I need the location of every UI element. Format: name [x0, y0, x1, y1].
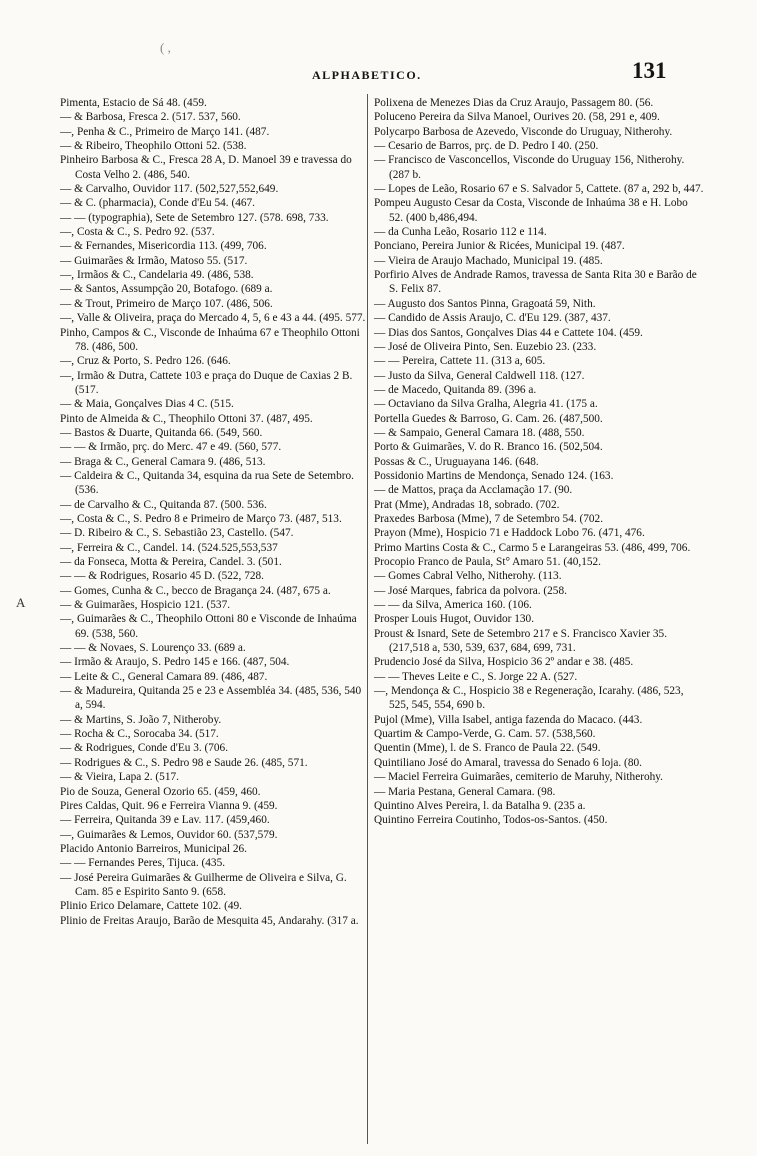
directory-entry: Pimenta, Estacio de Sá 48. (459.: [60, 97, 207, 109]
directory-entry: Pinho, Campos & C., Visconde de Inhaúma 67 e Theophilo Ottoni 78. (486, 500.: [60, 326, 360, 353]
directory-entry: Proust & Isnard, Sete de Setembro 217 e S. Francisco Xavier 35. (217,518 a, 530, 539, 637, 684, 699, 731.: [374, 627, 668, 655]
directory-entry: — Octaviano da Silva Gralha, Alegria 41. (175 a.: [374, 398, 598, 411]
directory-entry: Prosper Louis Hugot, Ouvidor 130.: [374, 613, 535, 626]
directory-entry: Polixena de Menezes Dias da Cruz Araujo, Passagem 80. (56.: [374, 97, 654, 109]
directory-entry: Placido Antonio Barreiros, Municipal 26.: [60, 842, 247, 855]
directory-entry: — — & Rodrigues, Rosario 45 D. (522, 728.: [60, 570, 264, 583]
directory-entry: — Irmão & Araujo, S. Pedro 145 e 166. (487, 504.: [60, 656, 290, 669]
directory-entry: — & Madureira, Quitanda 25 e 23 e Assembléa 34. (485, 536, 540 a, 594.: [60, 685, 362, 712]
directory-entry: — — da Silva, America 160. (106.: [374, 599, 532, 612]
directory-entry: — — Theves Leite e C., S. Jorge 22 A. (527.: [374, 670, 578, 683]
directory-entry: — & Santos, Assumpção 20, Botafogo. (689 a.: [60, 283, 273, 296]
directory-entry: Praxedes Barbosa (Mme), 7 de Setembro 54. (702.: [374, 512, 604, 525]
page-number: 131: [632, 58, 667, 83]
directory-entry: —, Irmãos & C., Candelaria 49. (486, 538.: [60, 269, 254, 282]
directory-entry: — Leite & C., General Camara 89. (486, 487.: [60, 670, 268, 683]
directory-entry: — Cesario de Barros, prç. de D. Pedro I 40. (250.: [374, 140, 599, 153]
directory-entry: — — Pereira, Cattete 11. (313 a, 605.: [374, 355, 546, 368]
directory-entry: — & Maia, Gonçalves Dias 4 C. (515.: [60, 398, 234, 411]
directory-entry: — Maria Pestana, General Camara. (98.: [374, 785, 556, 798]
directory-entry: — Guimarães & Irmão, Matoso 55. (517.: [60, 254, 248, 267]
directory-entry: — Caldeira & C., Quitanda 34, esquina da rua Sete de Setembro. (536.: [60, 469, 354, 497]
directory-entry: — Rocha & C., Sorocaba 34. (517.: [60, 728, 219, 741]
directory-entry: Porfirio Alves de Andrade Ramos, travessa de Santa Rita 30 e Barão de S. Felix 87.: [374, 269, 697, 296]
directory-entry: —, Guimarães & Lemos, Ouvidor 60. (537,579.: [60, 828, 278, 841]
directory-entry: — Lopes de Leão, Rosario 67 e S. Salvador 5, Cattete. (87 a, 292 b, 447.: [374, 183, 704, 196]
page-header: [0, 58, 757, 88]
directory-entry: Possidonio Martins de Mendonça, Senado 124. (163.: [374, 469, 614, 482]
directory-entry: — Ferreira, Quitanda 39 e Lav. 117. (459,460.: [60, 814, 270, 827]
directory-entry: — Bastos & Duarte, Quitanda 66. (549, 560.: [60, 426, 263, 439]
directory-entry: Prudencio José da Silva, Hospicio 36 2º andar e 38. (485.: [374, 656, 634, 669]
directory-entry: — — Fernandes Peres, Tijuca. (435.: [60, 857, 226, 870]
directory-entry: — de Carvalho & C., Quitanda 87. (500. 536.: [60, 498, 267, 511]
directory-entry: Portella Guedes & Barroso, G. Cam. 26. (487,500.: [374, 412, 603, 425]
directory-entry: — José Marques, fabrica da polvora. (258.: [374, 584, 567, 597]
directory-entry: — & Martins, S. João 7, Nitheroby.: [60, 713, 222, 726]
directory-entry: — José de Oliveira Pinto, Sen. Euzebio 23. (233.: [374, 340, 597, 353]
directory-entry: —, Ferreira & C., Candel. 14. (524.525,553,537: [60, 541, 278, 554]
directory-entry: — de Mattos, praça da Acclamação 17. (90.: [374, 484, 573, 497]
directory-entry: —, Guimarães & C., Theophilo Ottoni 80 e Visconde de Inhaúma 69. (538, 560.: [60, 613, 357, 640]
directory-entry: — — & Irmão, prç. do Merc. 47 e 49. (560, 577.: [60, 441, 282, 454]
directory-entry: —, Cruz & Porto, S. Pedro 126. (646.: [60, 355, 231, 368]
directory-entry: Possas & C., Uruguayana 146. (648.: [374, 455, 539, 468]
running-title: ALPHABETICO.: [312, 68, 422, 82]
directory-entry: — & Vieira, Lapa 2. (517.: [60, 771, 179, 784]
directory-entry: —, Penha & C., Primeiro de Março 141. (487.: [60, 125, 270, 138]
directory-entry: — da Fonseca, Motta & Pereira, Candel. 3. (501.: [60, 556, 282, 568]
directory-entry: —, Valle & Oliveira, praça do Mercado 4, 5, 6 e 43 a 44. (495. 577.: [60, 312, 366, 325]
directory-entry: — Vieira de Araujo Machado, Municipal 19. (485.: [374, 254, 603, 267]
directory-entry: — D. Ribeiro & C., S. Sebastião 23, Castello. (547.: [60, 527, 294, 540]
directory-entry: Quintino Ferreira Coutinho, Todos-os-Santos. (450.: [374, 814, 608, 827]
right-column: [374, 96, 704, 828]
directory-entry: Pires Caldas, Quit. 96 e Ferreira Vianna 9. (459.: [60, 799, 278, 812]
directory-entry: Poluceno Pereira da Silva Manoel, Ourives 20. (58, 291 e, 409.: [374, 111, 660, 124]
directory-entry: — da Cunha Leão, Rosario 112 e 114.: [374, 226, 547, 239]
directory-entry: Polycarpo Barbosa de Azevedo, Visconde do Uruguay, Nitherohy.: [374, 125, 673, 138]
directory-entry: Pio de Souza, General Ozorio 65. (459, 460.: [60, 785, 261, 798]
left-column: [60, 96, 366, 928]
directory-entry: Quintiliano José do Amaral, travessa do Senado 6 loja. (80.: [374, 756, 642, 769]
directory-entry: — & Fernandes, Misericordia 113. (499, 706.: [60, 240, 267, 253]
directory-entry: — & C. (pharmacia), Conde d'Eu 54. (467.: [60, 197, 255, 210]
directory-entry: Quentin (Mme), l. de S. Franco de Paula 22. (549.: [374, 742, 601, 755]
directory-entry: — & Sampaio, General Camara 18. (488, 550.: [374, 426, 585, 439]
directory-entry: — Gomes Cabral Velho, Nitherohy. (113.: [374, 570, 562, 583]
directory-entry: —, Costa & C., S. Pedro 8 e Primeiro de Março 73. (487, 513.: [60, 512, 342, 525]
directory-entry: — de Macedo, Quitanda 89. (396 a.: [374, 383, 537, 396]
directory-entry: Procopio Franco de Paula, St° Amaro 51. (40,152.: [374, 556, 601, 568]
directory-entry: — — & Novaes, S. Lourenço 33. (689 a.: [60, 642, 246, 655]
directory-entry: — Dias dos Santos, Gonçalves Dias 44 e Cattete 104. (459.: [374, 326, 643, 339]
directory-entry: Porto & Guimarães, V. do R. Branco 16. (502,504.: [374, 441, 603, 454]
directory-entry: Prayon (Mme), Hospicio 71 e Haddock Lobo 76. (471, 476.: [374, 527, 645, 540]
directory-entry: Prat (Mme), Andradas 18, sobrado. (702.: [374, 498, 560, 511]
directory-entry: — José Pereira Guimarães & Guilherme de Oliveira e Silva, G. Cam. 85 e Espirito Santo 9. (658.: [60, 871, 347, 898]
directory-entry: Pinto de Almeida & C., Theophilo Ottoni 37. (487, 495.: [60, 412, 313, 425]
directory-entry: — Braga & C., General Camara 9. (486, 513.: [60, 455, 266, 468]
directory-entry: — & Ribeiro, Theophilo Ottoni 52. (538.: [60, 140, 247, 153]
directory-entry: Plinio de Freitas Araujo, Barão de Mesquita 45, Andarahy. (317 a.: [60, 914, 359, 927]
directory-entry: — & Rodrigues, Conde d'Eu 3. (706.: [60, 742, 229, 755]
directory-entry: — Augusto dos Santos Pinna, Gragoatá 59, Nith.: [374, 297, 596, 310]
directory-entry: Quintino Alves Pereira, l. da Batalha 9. (235 a.: [374, 799, 586, 812]
directory-entry: — Justo da Silva, General Caldwell 118. (127.: [374, 369, 585, 382]
directory-entry: — Gomes, Cunha & C., becco de Bragança 24. (487, 675 a.: [60, 584, 331, 597]
directory-entry: Plinio Erico Delamare, Cattete 102. (49.: [60, 900, 242, 913]
column-divider: [367, 94, 368, 1144]
directory-entry: — Francisco de Vasconcellos, Visconde do Uruguay 156, Nitherohy. (287 b.: [374, 154, 685, 181]
directory-entry: — & Trout, Primeiro de Março 107. (486, 506.: [60, 297, 273, 310]
directory-entry: — & Carvalho, Ouvidor 117. (502,527,552,649.: [60, 183, 279, 196]
directory-entry: Pompeu Augusto Cesar da Costa, Visconde de Inhaúma 38 e H. Lobo 52. (400 b,486,494.: [374, 197, 688, 224]
margin-mark: A: [16, 595, 26, 610]
directory-entry: Pinheiro Barbosa & C., Fresca 28 A, D. Manoel 39 e travessa do Costa Velho 2. (486, 540.: [60, 154, 352, 181]
directory-entry: Primo Martins Costa & C., Carmo 5 e Larangeiras 53. (486, 499, 706.: [374, 541, 691, 554]
directory-entry: — — (typographia), Sete de Setembro 127. (578. 698, 733.: [60, 211, 329, 224]
directory-entry: — & Guimarães, Hospicio 121. (537.: [60, 599, 231, 612]
directory-entry: —, Costa & C., S. Pedro 92. (537.: [60, 226, 215, 239]
directory-entry: — & Barbosa, Fresca 2. (517. 537, 560.: [60, 111, 241, 124]
directory-entry: Ponciano, Pereira Junior & Ricées, Municipal 19. (487.: [374, 240, 625, 253]
directory-entry: — Rodrigues & C., S. Pedro 98 e Saude 26. (485, 571.: [60, 756, 308, 769]
directory-entry: —, Mendonça & C., Hospicio 38 e Regeneração, Icarahy. (486, 523, 525, 545, 554, 690 b.: [374, 685, 684, 712]
ink-marks: ( ,: [160, 40, 171, 55]
directory-entry: — Candido de Assis Araujo, C. d'Eu 129. (387, 437.: [374, 312, 611, 325]
directory-entry: Quartim & Campo-Verde, G. Cam. 57. (538,560.: [374, 728, 596, 741]
directory-entry: Pujol (Mme), Villa Isabel, antiga fazenda do Macaco. (443.: [374, 713, 643, 726]
directory-entry: —, Irmão & Dutra, Cattete 103 e praça do Duque de Caxias 2 B. (517.: [60, 369, 353, 396]
directory-entry: — Maciel Ferreira Guimarães, cemiterio de Maruhy, Nitherohy.: [374, 771, 664, 784]
